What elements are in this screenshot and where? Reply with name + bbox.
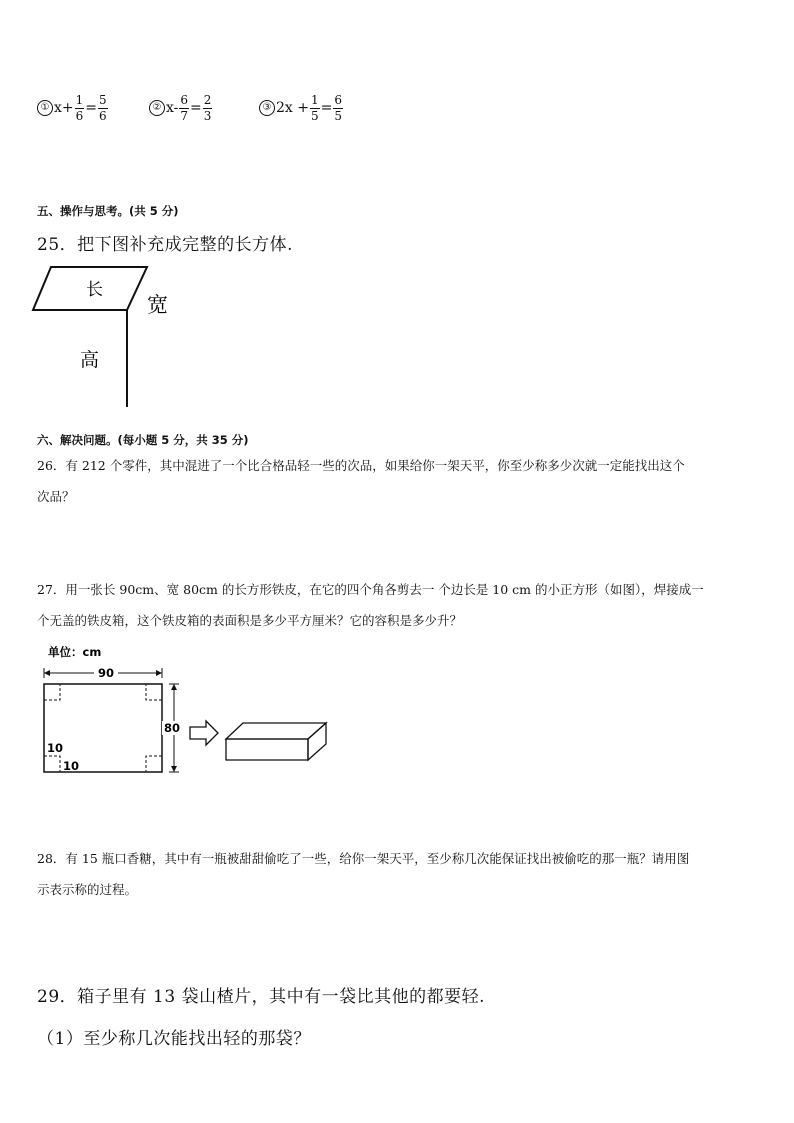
corner-square-top-right	[146, 684, 162, 700]
equation-lhs: 2x +	[276, 100, 309, 116]
equation-2	[149, 88, 213, 128]
corner-label-b: 10	[63, 759, 80, 773]
question-28-line-2: 示表示称的过程。	[37, 882, 138, 897]
circled-marker: ②	[149, 100, 165, 116]
fraction: $\frac{2}{3}$	[203, 92, 212, 123]
corner-square-bottom-left	[44, 756, 60, 772]
section-heading-5: 五、操作与思考。(共 5 分)	[37, 204, 179, 218]
corner-square-bottom-right	[146, 756, 162, 772]
question-27-line-1: 27．用一张长 90cm、宽 80cm 的长方形铁皮，在它的四个角各剪去一 个边长是 10 cm 的小正方形（如图），焊接成一	[37, 582, 704, 597]
question-26	[37, 450, 759, 512]
arrow-up	[171, 684, 177, 690]
width-label: 90	[97, 666, 115, 680]
question-26-line-2: 次品？	[37, 489, 75, 504]
partial-cuboid-figure	[30, 262, 200, 410]
height-label: 高	[80, 349, 100, 371]
corner-label-a: 10	[47, 741, 64, 755]
question-29-line-2: （1）至少称几次能找出轻的那袋？	[37, 1029, 311, 1049]
question-28-line-1: 28．有 15 瓶口香糖，其中有一瓶被甜甜偷吃了一些，给你一架天平，至少称几次能保证找出被偷吃的那一瓶？请用图	[37, 851, 690, 866]
question-27-line-2: 个无盖的铁皮箱，这个铁皮箱的表面积是多少平方厘米？它的容积是多少升？	[37, 613, 463, 628]
equation-3	[259, 88, 344, 128]
fraction: $\frac{6}{7}$	[180, 92, 189, 123]
fraction: $\frac{6}{5}$	[334, 92, 342, 123]
fraction: $\frac{1}{5}$	[310, 92, 319, 123]
section-heading-6: 六、解决问题。(每小题 5 分，共 35 分)	[37, 433, 249, 447]
equals-sign: =	[320, 100, 333, 116]
unit-label: 单位：cm	[48, 645, 102, 659]
equation-1	[37, 88, 109, 128]
height-label: 80	[163, 721, 181, 735]
box-front-face	[226, 739, 308, 760]
question-29-line-1: 29．箱子里有 13 袋山楂片，其中有一袋比其他的都要轻.	[37, 987, 485, 1007]
fraction: $\frac{1}{6}$	[75, 92, 84, 123]
fraction: $\frac{5}{6}$	[99, 92, 107, 123]
equals-sign: =	[85, 100, 98, 116]
equals-sign: =	[190, 100, 202, 116]
length-label: 长	[86, 280, 103, 300]
metal-sheet	[44, 684, 162, 772]
arrow-down	[171, 766, 177, 772]
question-25-text: 25．把下图补充成完整的长方体.	[37, 235, 294, 255]
sheet-and-box-figure	[36, 642, 366, 782]
question-26-line-1: 26．有 212 个零件，其中混进了一个比合格品轻一些的次品，如果给你一架天平，你至少称多少次就一定能找出这个	[37, 458, 685, 473]
equation-lhs: x-	[166, 100, 179, 116]
circled-marker: ①	[37, 100, 53, 116]
box-side-face	[308, 723, 326, 760]
question-27	[37, 574, 759, 636]
question-28	[37, 843, 759, 905]
arrow-left	[44, 670, 50, 676]
equation-lhs: x+	[54, 100, 74, 116]
corner-square-top-left	[44, 684, 60, 700]
circled-marker: ③	[259, 100, 275, 116]
transform-arrow-icon	[190, 721, 218, 745]
width-label: 宽	[147, 293, 168, 317]
arrow-right	[156, 670, 162, 676]
